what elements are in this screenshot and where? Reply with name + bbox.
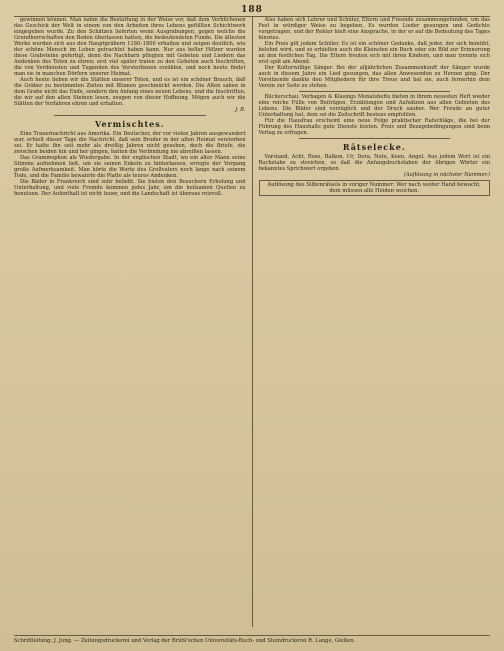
left-paragraph-1: gewinnen können. Man nahm die Bestattung in der Weise vor, daß dem Verblichenen das Geschick der Welt in einem von den Arbeiten ihres Lebens gefüllten Schichtwerk eingegeben wurde. Zu den Schätzen lieferten wenn Ausgrabungen, gegen welche die Grundherrschaften den Boden überlassen hatten, die bedeutendsten Funde. Die ältesten Werke wurden sich aus den Hauptgräbern 1180–1800 erhalten und zeigen deutlich, wie der schöne Mensch im Leben getrachtet haben kann. Nur aus heller Hölzer wurden diese Grabsteine gefertigt, denn die Nachbarn pflegten mit Gebeten und Liedern das Andenken des Toten zu ehren; erst viel später traten zu den Gebeten auch Inschriften, die von Verdiensten und Tugenden des Verstorbenen erzählen, und noch heute findet man sie in manchen Dörfern unserer Heimat. (14, 17, 246, 77)
section-heading-vermischtes: Vermischtes. (94, 119, 165, 129)
right-paragraph-1: Also haben sich Lehrer und Schüler, Eltern und Freunde zusammengefunden, um das Fest in würdiger Weise zu begehen. Es wurden Lieder gesungen und Gedichte vorgetragen, und der Rektor hielt eine Ansprache, in der er auf die Bedeutung des Tages hinwies. (258, 17, 490, 41)
section-heading-raetselecke: Rätselecke. (342, 142, 406, 152)
right-paragraph-6: Vorstand, Acht, Rose, Balkon, Ur, Dora, Note, Keen, Angel. Aus jedem Wort ist ein Buchstabe zu streichen, so daß die Anfangsbuchstaben der übrigen Wörter ein bekanntes Sprichwort ergeben. (258, 154, 490, 172)
divider (299, 91, 451, 92)
right-signature: (Auflösung in nächster Nummer.) (403, 172, 490, 178)
imprint-footer: Schriftleitung: J. Jung. — Zeitungsdruckerei und Verlag der Brühl'schen Universitäts-Buch- und Steindruckerei R. Lange, Gießen. (14, 635, 490, 645)
divider (299, 138, 451, 139)
column-container (14, 16, 490, 627)
left-signature: J. B. (235, 107, 246, 113)
right-column (253, 17, 491, 627)
left-column (14, 17, 253, 627)
solution-box: Auflösung des Silbenrätsels in voriger Nummer: Wer nach weiter Hand bewacht, dem müssen alle Heiden weichen. (259, 180, 491, 196)
right-paragraph-4: Bücherschau. Verhagen & Klasings Monatshefte bieten in ihrem neuesten Heft wieder eine reiche Fülle von Beiträgen, Erzählungen und Aufsätzen aus allen Gebieten des Lebens. Die Bilder sind vorzüglich und der Druck sauber. Wer Freude an guter Unterhaltung hat, dem sei die Zeitschrift bestens empfohlen. (258, 94, 490, 118)
left-paragraph-3: Eine Trauernachricht aus Amerika. Ein Deutscher, der vor vielen Jahren ausgewandert war, erhielt dieser Tage die Nachricht, daß sein Bruder in der alten Heimat verstorben sei. Er hatte ihn seit mehr als dreißig Jahren nicht gesehen, doch die Briefe, die zwischen beiden hin und her gingen, hatten die Verbindung nie abreißen lassen. (14, 131, 246, 155)
left-paragraph-4: Das Grammophon als Wiedergabe. In der englischen Stadt, wo ein alter Mann seine Stimme aufnehmen ließ, um sie seinen Enkeln zu hinterlassen, erregte der Vorgang große Aufmerksamkeit. Man hörte die Worte des Großvaters noch lange nach seinem Tode, und die Familie bewahrte die Platte als teures Andenken. (14, 155, 246, 179)
divider (54, 115, 206, 116)
right-paragraph-2: Ein Preis gilt jedem Schüler. Es ist ein schöner Gedanke, daß jeder, der sich bemüht, belohnt wird, und so erhielten auch die Kleinsten ein Buch oder ein Bild zur Erinnerung an den festlichen Tag. Die Eltern freuten sich mit ihren Kindern, und man trennte sich erst spät am Abend. (258, 41, 490, 65)
page-number: 188 (241, 5, 263, 15)
left-paragraph-5: Die Bäder in Frankreich sind sehr beliebt. Sie bieten den Besuchern Erholung und Unterhaltung, und viele Fremde kommen jedes Jahr, um die heilsamen Quellen zu benutzen. Der Aufenthalt ist nicht teuer, und die Landschaft ist überaus reizvoll. (14, 179, 246, 197)
right-paragraph-5: Für die Hausfrau erscheint eine neue Folge praktischer Ratschläge, die bei der Führung des Haushalts gute Dienste leisten. Preis und Bezugsbedingungen sind beim Verlag zu erfragen. (258, 118, 490, 136)
left-paragraph-2: Auch heute lieben wir die Stätten unserer Toten, und es ist ein schöner Brauch, daß die Gräber zu bestimmten Zeiten mit Blumen geschmückt werden. Die Alten sahen in dem Grabe nicht das Ende, sondern den Anfang eines neuen Lebens, und die Inschriften, die wir auf den alten Steinen lesen, zeugen von dieser Hoffnung. Mögen auch wir die Stätten der Vorfahren ehren und erhalten. (14, 77, 246, 107)
right-paragraph-3: Der Kulturwillige Sänger. Bei der alljährlichen Zusammenkunft der Sänger wurde auch in diesem Jahre ein Lied gesungen, das allen Anwesenden zu Herzen ging. Der Vorsitzende dankte den Mitgliedern für ihre Treue und bat sie, auch fernerhin dem Verein zur Seite zu stehen. (258, 65, 490, 89)
